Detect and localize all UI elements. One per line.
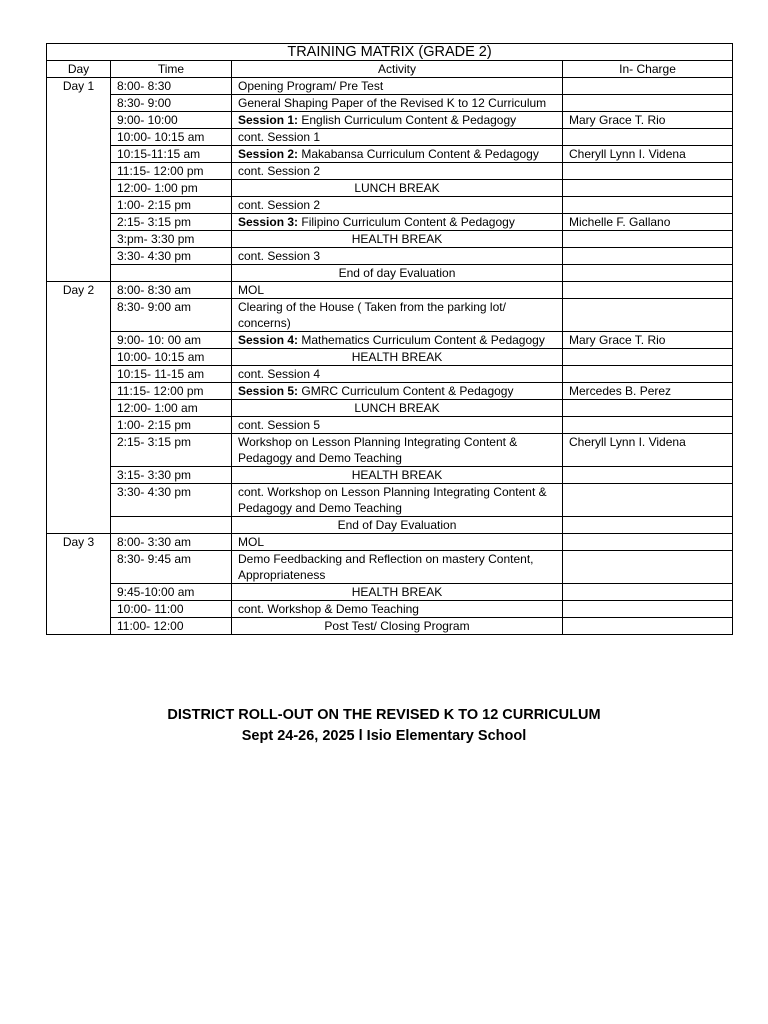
in-charge-cell [563,534,733,551]
time-cell: 1:00- 2:15 pm [111,417,232,434]
in-charge-cell: Cheryll Lynn I. Videna [563,434,733,467]
in-charge-cell [563,484,733,517]
activity-text: Post Test/ Closing Program [324,619,470,633]
in-charge-cell [563,366,733,383]
time-cell: 10:00- 10:15 am [111,129,232,146]
table-row [47,366,733,383]
table-row [47,265,733,282]
activity-cell [232,534,563,551]
in-charge-cell [563,95,733,112]
in-charge-cell [563,584,733,601]
activity-cell [232,197,563,214]
time-cell: 8:00- 3:30 am [111,534,232,551]
time-cell: 8:00- 8:30 [111,78,232,95]
time-cell: 8:30- 9:00 am [111,299,232,332]
activity-text: cont. Session 4 [238,367,321,381]
activity-cell [232,551,563,584]
time-cell: 3:pm- 3:30 pm [111,231,232,248]
table-row [47,434,733,467]
time-cell: 11:15- 12:00 pm [111,163,232,180]
time-cell: 10:15- 11-15 am [111,366,232,383]
activity-text: MOL [238,283,265,297]
activity-cell [232,366,563,383]
activity-cell [232,517,563,534]
table-row [47,400,733,417]
activity-text: LUNCH BREAK [354,401,440,415]
in-charge-cell [563,400,733,417]
header-activity: Activity [232,61,563,78]
header-in-charge: In- Charge [563,61,733,78]
activity-cell [232,78,563,95]
time-cell: 3:15- 3:30 pm [111,467,232,484]
in-charge-cell [563,417,733,434]
time-cell: 8:00- 8:30 am [111,282,232,299]
table-row [47,383,733,400]
activity-cell [232,95,563,112]
time-cell: 9:00- 10: 00 am [111,332,232,349]
time-cell: 8:30- 9:45 am [111,551,232,584]
activity-text: Clearing of the House ( Taken from the parking lot/ concerns) [238,300,506,330]
time-cell: 10:00- 10:15 am [111,349,232,366]
table-row [47,231,733,248]
activity-text: cont. Session 5 [238,418,321,432]
table-row [47,332,733,349]
in-charge-cell: Cheryll Lynn I. Videna [563,146,733,163]
event-title: DISTRICT ROLL-OUT ON THE REVISED K TO 12 CURRICULUM [167,707,601,723]
table-row [47,129,733,146]
activity-cell [232,584,563,601]
time-cell: 2:15- 3:15 pm [111,214,232,231]
table-row [47,417,733,434]
event-date-venue: Sept 24-26, 2025 l Isio Elementary School [241,728,527,744]
in-charge-cell: Mary Grace T. Rio [563,112,733,129]
time-cell [111,265,232,282]
activity-text: HEALTH BREAK [351,585,443,599]
table-row [47,112,733,129]
time-cell: 12:00- 1:00 am [111,400,232,417]
table-row [47,349,733,366]
day-label: Day 3 [47,534,111,635]
in-charge-cell [563,467,733,484]
in-charge-cell [563,231,733,248]
header-time: Time [111,61,232,78]
activity-text: Mathematics Curriculum Content & Pedagogy [301,333,545,347]
in-charge-cell [563,197,733,214]
activity-text: MOL [238,535,265,549]
activity-cell [232,282,563,299]
table-row [47,584,733,601]
activity-text: HEALTH BREAK [351,232,443,246]
activity-text: cont. Session 3 [238,249,321,263]
table-title: TRAINING MATRIX (GRADE 2) [47,44,733,61]
in-charge-cell [563,248,733,265]
activity-text: End of day Evaluation [338,266,456,280]
session-label: Session 3: [238,215,299,229]
in-charge-cell [563,129,733,146]
session-label: Session 2: [238,147,299,161]
activity-cell [232,180,563,197]
activity-cell [232,467,563,484]
in-charge-cell [563,299,733,332]
time-cell [111,517,232,534]
table-row [47,78,733,95]
activity-cell [232,400,563,417]
activity-text: General Shaping Paper of the Revised K to 12 Curriculum [238,96,547,110]
table-row [47,517,733,534]
table-row [47,146,733,163]
table-row [47,282,733,299]
table-row [47,180,733,197]
time-cell: 12:00- 1:00 pm [111,180,232,197]
activity-cell [232,299,563,332]
activity-text: GMRC Curriculum Content & Pedagogy [301,384,514,398]
in-charge-cell [563,349,733,366]
activity-cell [232,112,563,129]
activity-cell [232,417,563,434]
activity-text: Filipino Curriculum Content & Pedagogy [301,215,515,229]
activity-text: End of Day Evaluation [337,518,457,532]
time-cell: 1:00- 2:15 pm [111,197,232,214]
activity-text: cont. Workshop & Demo Teaching [238,602,419,616]
activity-cell [232,601,563,618]
activity-text: HEALTH BREAK [351,468,443,482]
activity-text: Workshop on Lesson Planning Integrating Content & Pedagogy and Demo Teaching [238,435,518,465]
activity-text: English Curriculum Content & Pedagogy [301,113,517,127]
day-label: Day 1 [47,78,111,282]
activity-text: Demo Feedbacking and Reflection on mastery Content, Appropriateness [238,552,534,582]
time-cell: 9:45-10:00 am [111,584,232,601]
header-day: Day [47,61,111,78]
time-cell: 9:00- 10:00 [111,112,232,129]
activity-cell [232,146,563,163]
activity-cell [232,618,563,635]
table-row [47,484,733,517]
in-charge-cell: Mercedes B. Perez [563,383,733,400]
table-row [47,618,733,635]
activity-cell [232,163,563,180]
session-label: Session 5: [238,384,299,398]
activity-cell [232,265,563,282]
in-charge-cell: Mary Grace T. Rio [563,332,733,349]
schedule-body [47,78,733,635]
time-cell: 3:30- 4:30 pm [111,484,232,517]
activity-cell [232,332,563,349]
activity-cell [232,434,563,467]
activity-text: HEALTH BREAK [351,350,443,364]
in-charge-cell [563,180,733,197]
activity-text: cont. Session 2 [238,164,321,178]
in-charge-cell [563,163,733,180]
table-row [47,197,733,214]
table-row [47,551,733,584]
time-cell: 11:15- 12:00 pm [111,383,232,400]
in-charge-cell [563,551,733,584]
in-charge-cell: Michelle F. Gallano [563,214,733,231]
time-cell: 2:15- 3:15 pm [111,434,232,467]
activity-cell [232,231,563,248]
time-cell: 3:30- 4:30 pm [111,248,232,265]
time-cell: 8:30- 9:00 [111,95,232,112]
table-row [47,248,733,265]
session-label: Session 1: [238,113,299,127]
activity-cell [232,248,563,265]
in-charge-cell [563,282,733,299]
in-charge-cell [563,517,733,534]
activity-text: cont. Session 2 [238,198,321,212]
in-charge-cell [563,265,733,282]
activity-text: LUNCH BREAK [354,181,440,195]
activity-text: Makabansa Curriculum Content & Pedagogy [301,147,539,161]
time-cell: 10:15-11:15 am [111,146,232,163]
table-row [47,95,733,112]
activity-cell [232,383,563,400]
activity-text: cont. Workshop on Lesson Planning Integrating Content & Pedagogy and Demo Teaching [238,485,547,515]
training-matrix-table [46,43,733,635]
session-label: Session 4: [238,333,299,347]
in-charge-cell [563,618,733,635]
activity-cell [232,214,563,231]
table-row [47,534,733,551]
in-charge-cell [563,601,733,618]
activity-text: Opening Program/ Pre Test [238,79,384,93]
table-row [47,299,733,332]
day-label: Day 2 [47,282,111,534]
table-row [47,601,733,618]
activity-cell [232,129,563,146]
activity-text: cont. Session 1 [238,130,321,144]
time-cell: 11:00- 12:00 [111,618,232,635]
table-row [47,214,733,231]
activity-cell [232,484,563,517]
time-cell: 10:00- 11:00 [111,601,232,618]
table-row [47,163,733,180]
in-charge-cell [563,78,733,95]
table-row [47,467,733,484]
activity-cell [232,349,563,366]
